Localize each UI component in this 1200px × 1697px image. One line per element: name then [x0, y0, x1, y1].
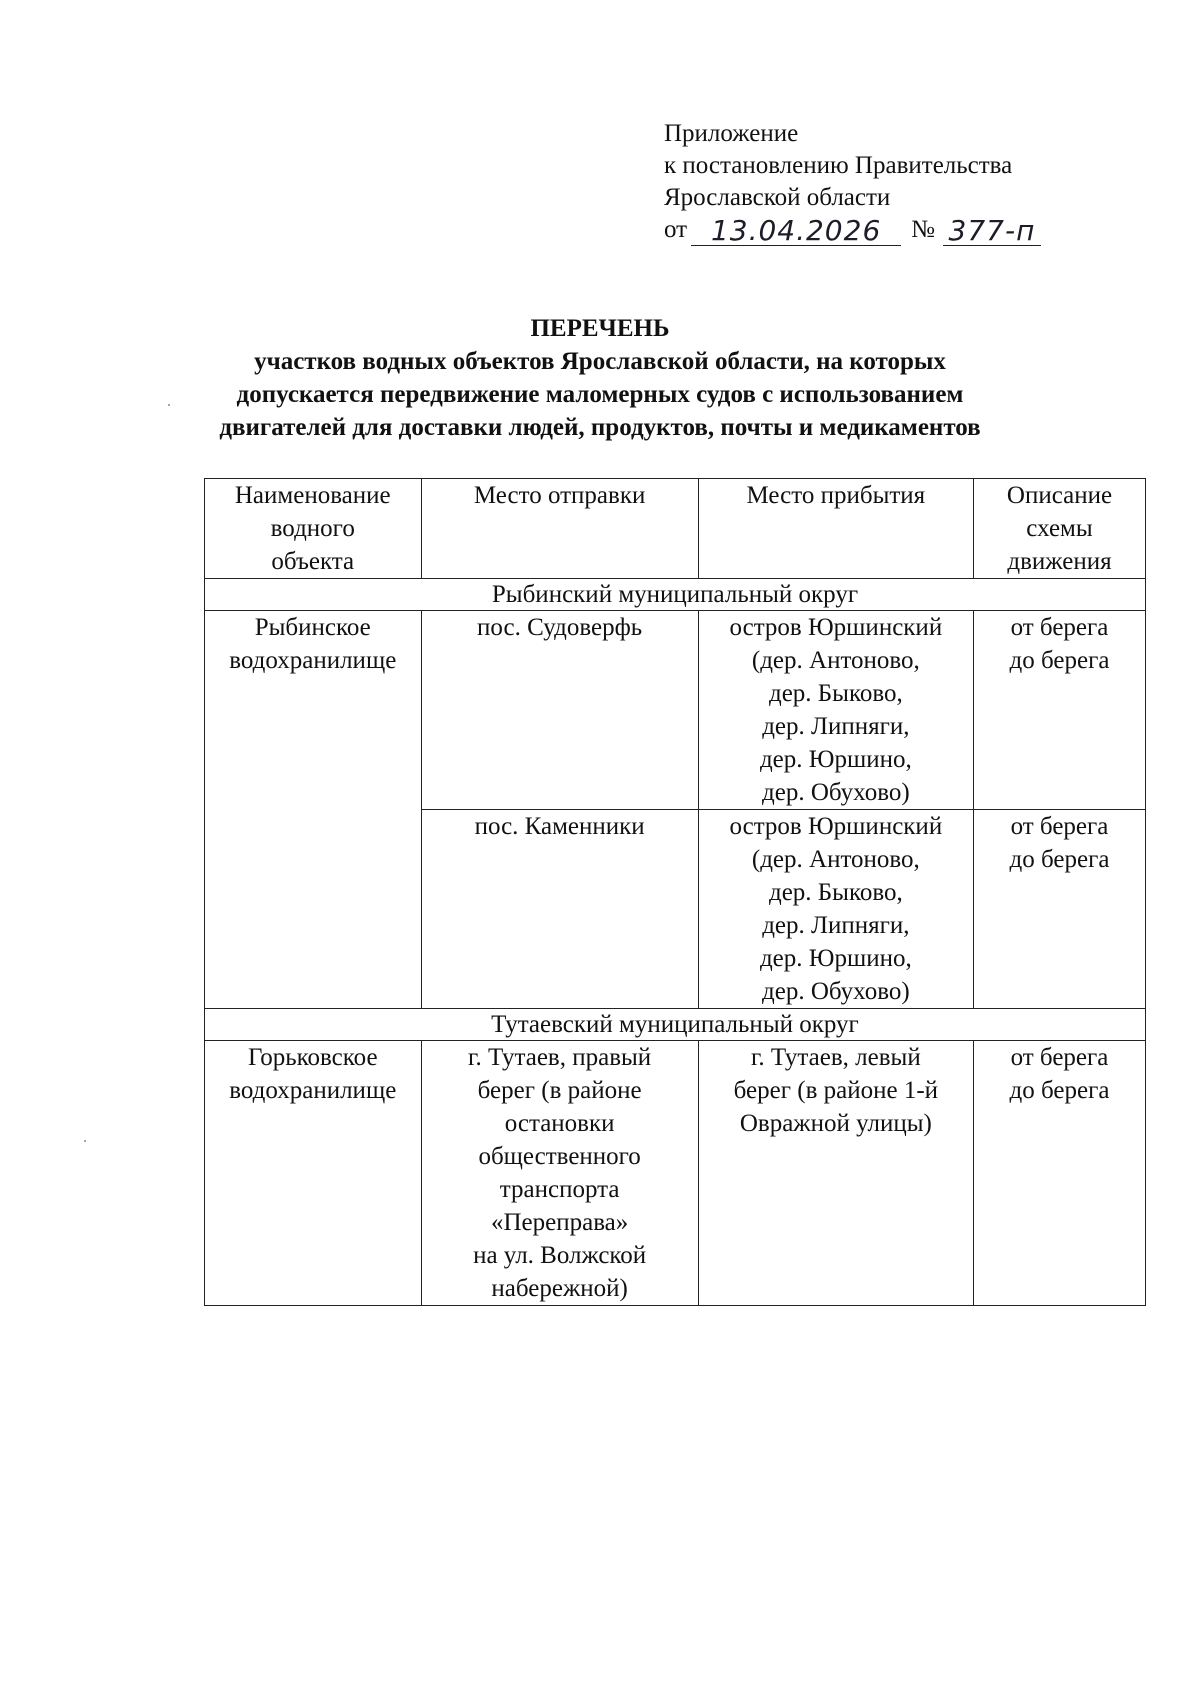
document-heading: ПЕРЕЧЕНЬ: [530, 315, 670, 342]
cell-text: от берега: [1010, 1044, 1109, 1071]
cell-text: Горьковское: [247, 1044, 378, 1071]
cell-text: «Переправа»: [490, 1209, 629, 1236]
cell-text: (дер. Антоново,: [751, 846, 920, 873]
header-text: схемы: [1026, 515, 1093, 542]
table-header-row: [205, 479, 1146, 579]
appendix-block: [664, 118, 1041, 246]
cell-text: дер. Обухово): [762, 978, 910, 1005]
arrival-cell: [698, 611, 973, 810]
table-row: [205, 611, 1146, 810]
number-sign: №: [911, 216, 935, 243]
document-title-block: [180, 312, 1020, 444]
routes-table: [204, 478, 1146, 1306]
header-text: движения: [1007, 548, 1112, 575]
appendix-line-region: Ярославской области: [664, 184, 891, 211]
header-text: Описание: [1006, 482, 1113, 509]
cell-text: до берега: [1009, 1077, 1110, 1104]
scheme-description-cell: [973, 1041, 1145, 1306]
document-subtitle-line-1: участков водных объектов Ярославской области, на которых: [254, 348, 946, 375]
cell-text: г. Тутаев, левый: [750, 1044, 921, 1071]
scan-speck: [84, 1140, 86, 1142]
header-text: водного: [270, 515, 355, 542]
water-object-cell: [205, 1041, 422, 1306]
header-text: Место прибытия: [746, 482, 926, 509]
cell-text: набережной): [491, 1275, 628, 1302]
header-text: Наименование: [234, 482, 391, 509]
cell-text: водохранилище: [229, 647, 397, 674]
cell-text: общественного: [478, 1143, 641, 1170]
cell-text: пос. Судоверфь: [477, 614, 643, 641]
scheme-description-cell: [973, 810, 1145, 1009]
cell-text: Рыбинское: [254, 614, 371, 641]
cell-text: берег (в районе 1-й: [733, 1077, 939, 1104]
section-row: [205, 579, 1146, 611]
appendix-date-number: [664, 214, 1041, 246]
handwritten-number: 377-п: [943, 217, 1041, 246]
header-text: Место отправки: [473, 482, 646, 509]
departure-cell: [421, 810, 698, 1009]
document-subtitle-line-3: двигателей для доставки людей, продуктов, почты и медикаментов: [219, 414, 981, 441]
cell-text: (дер. Антоново,: [751, 647, 920, 674]
cell-text: пос. Каменники: [474, 813, 645, 840]
cell-text: до берега: [1009, 647, 1110, 674]
section-title: Тутаевский муниципальный округ: [205, 1009, 1146, 1041]
scan-speck: [168, 404, 170, 406]
appendix-title: Приложение: [664, 120, 799, 147]
cell-text: от берега: [1010, 614, 1109, 641]
cell-text: остров Юршинский: [729, 614, 943, 641]
header-object-name: [205, 479, 422, 579]
header-text: объекта: [271, 548, 355, 575]
section-row: [205, 1009, 1146, 1041]
cell-text: от берега: [1010, 813, 1109, 840]
section-title: Рыбинский муниципальный округ: [205, 579, 1146, 611]
cell-text: дер. Быково,: [768, 879, 903, 906]
cell-text: остановки: [504, 1110, 615, 1137]
cell-text: водохранилище: [229, 1077, 397, 1104]
cell-text: дер. Липняги,: [762, 713, 910, 740]
cell-text: транспорта: [499, 1176, 620, 1203]
table-row: [205, 1041, 1146, 1306]
departure-cell: [421, 611, 698, 810]
cell-text: дер. Обухово): [762, 779, 910, 806]
handwritten-date: 13.04.2026: [691, 217, 901, 246]
header-scheme-description: [973, 479, 1145, 579]
water-object-cell: [205, 611, 422, 1009]
cell-text: дер. Липняги,: [762, 912, 910, 939]
cell-text: Овражной улицы): [739, 1110, 932, 1137]
table-body: [205, 579, 1146, 1306]
arrival-cell: [698, 1041, 973, 1306]
document-subtitle-line-2: допускается передвижение маломерных судов с использованием: [236, 381, 964, 408]
arrival-cell: [698, 810, 973, 1009]
appendix-line-resolution: к постановлению Правительства: [664, 152, 1013, 179]
date-prefix: от: [664, 216, 688, 243]
header-arrival: [698, 479, 973, 579]
departure-cell: [421, 1041, 698, 1306]
header-departure: [421, 479, 698, 579]
cell-text: на ул. Волжской: [473, 1242, 647, 1269]
cell-text: дер. Быково,: [768, 680, 903, 707]
scheme-description-cell: [973, 611, 1145, 810]
cell-text: остров Юршинский: [729, 813, 943, 840]
cell-text: г. Тутаев, правый: [468, 1044, 652, 1071]
cell-text: дер. Юршино,: [759, 746, 912, 773]
cell-text: до берега: [1009, 846, 1110, 873]
cell-text: берег (в районе: [477, 1077, 642, 1104]
cell-text: дер. Юршино,: [759, 945, 912, 972]
